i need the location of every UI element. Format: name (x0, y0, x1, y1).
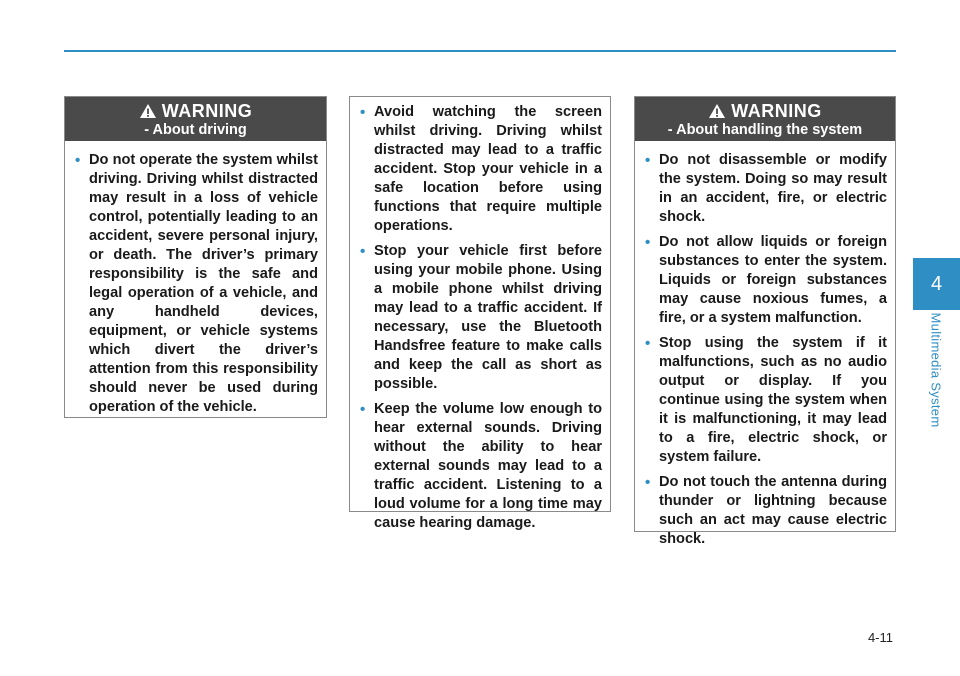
page-number: 4-11 (867, 630, 893, 645)
warning-header (65, 97, 326, 141)
warning-box-driving (64, 96, 327, 418)
warning-title: WARNING (731, 101, 822, 121)
bullet-dot-icon: • (645, 335, 651, 352)
bullet-dot-icon: • (360, 401, 366, 418)
bullet-dot-icon: • (360, 104, 366, 121)
chapter-label: Multimedia System (928, 312, 944, 428)
warning-list (65, 141, 326, 417)
bullet-dot-icon: • (645, 234, 651, 251)
chapter-tab: 4 (913, 258, 960, 310)
list-item: • Do not allow liquids or foreign substances to enter the system. Liquids or foreign substances may cause noxious fumes, a fire, or a system malfunction. (645, 234, 887, 326)
warning-box-continued (349, 96, 611, 531)
list-item: • Keep the volume low enough to hear external sounds. Driving without the ability to hear external sounds may lead to a traffic accident. Listening to a loud volume for a long time may cause hearing damage. (360, 401, 602, 531)
warning-subtitle: - About handling the system (667, 122, 863, 138)
list-item: • Avoid watching the screen whilst driving. Driving whilst distracted may lead to a traffic accident. Stop your vehicle in a safe location before using functions that require multiple operations. (360, 104, 602, 234)
list-item: • Do not touch the antenna during thunder or lightning because such an act may cause electric shock. (645, 474, 887, 547)
warning-list (635, 141, 895, 549)
warning-title: WARNING (161, 101, 253, 121)
warning-triangle-icon (139, 103, 157, 119)
bullet-dot-icon: • (75, 152, 81, 169)
bullet-dot-icon: • (645, 152, 651, 169)
list-item: • Do not operate the system whilst driving. Driving whilst distracted may result in a loss of vehicle control, potentially leading to an accident, severe personal injury, or death. The driver’s primary responsibility is the safe and legal operation of a vehicle, and any handheld devices, equipment, or vehicle systems which divert the driver’s attention from this responsibility should never be used during operation of the vehicle. (75, 152, 318, 415)
top-rule (64, 50, 896, 52)
warning-triangle-icon (708, 103, 726, 119)
warning-box-handling (634, 96, 896, 547)
warning-list (350, 97, 610, 533)
warning-subtitle: - About driving (144, 122, 247, 138)
bullet-dot-icon: • (360, 243, 366, 260)
list-item: • Stop using the system if it malfunctions, such as no audio output or display. If you continue using the system when it is malfunctioning, it may lead to a fire, electric shock, or system failure. (645, 335, 887, 465)
list-item: • Stop your vehicle first before using your mobile phone. Using a mobile phone whilst driving may lead to a traffic accident. If necessary, use the Bluetooth Handsfree feature to make calls and keep the call as short as possible. (360, 243, 602, 392)
warning-header (635, 97, 895, 141)
bullet-dot-icon: • (645, 474, 651, 491)
list-item: • Do not disassemble or modify the system. Doing so may result in an accident, fire, or electric shock. (645, 152, 887, 225)
